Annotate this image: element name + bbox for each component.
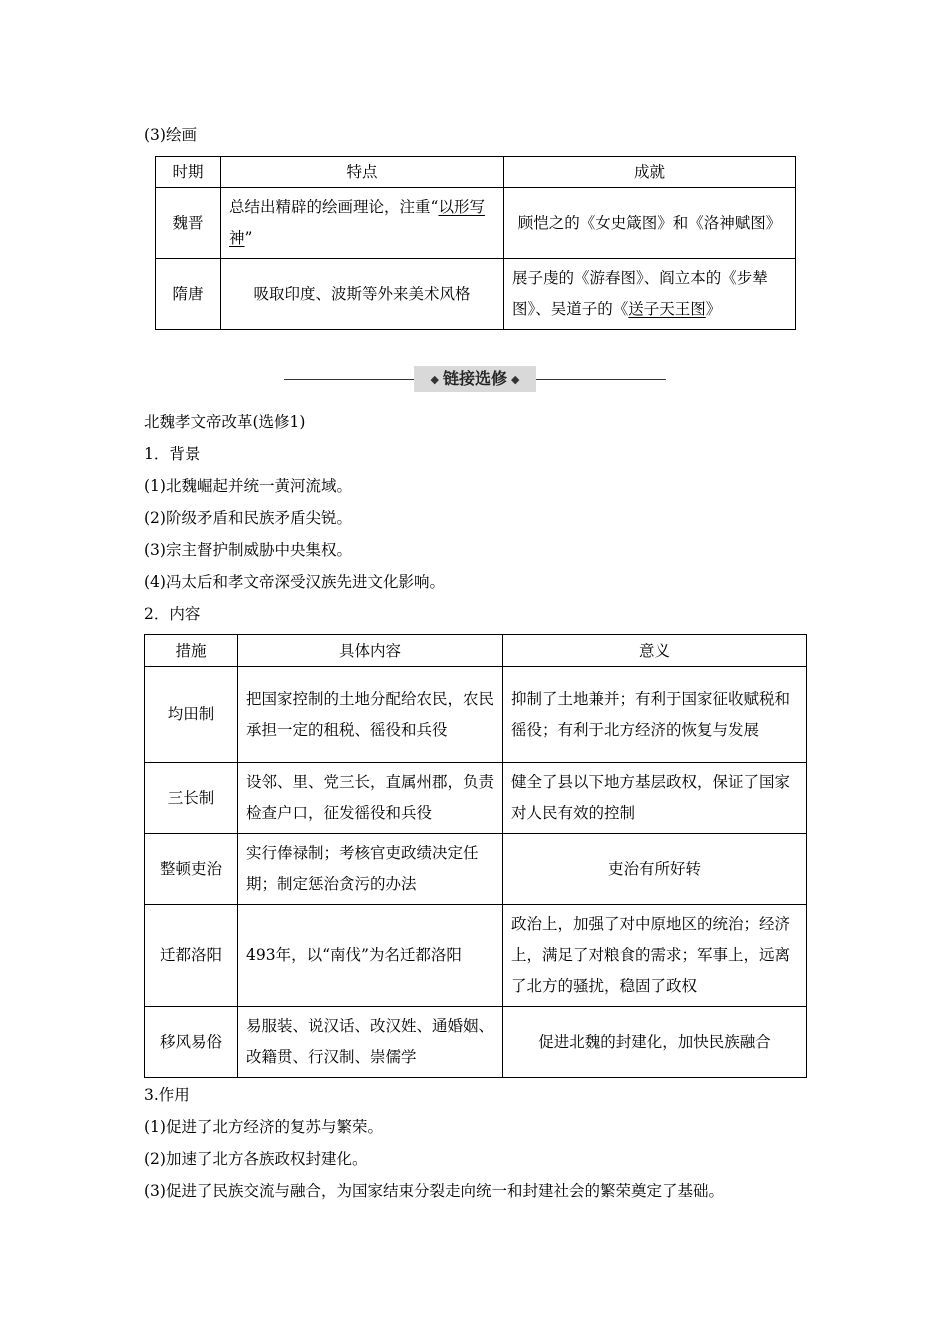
table-row — [145, 1007, 807, 1078]
content-cell: 把国家控制的土地分配给农民，农民承担一定的租税、徭役和兵役 — [238, 667, 503, 763]
underlined-term: 送子天王图 — [628, 300, 706, 318]
measure-cell: 移风易俗 — [145, 1007, 238, 1078]
measure-cell: 均田制 — [145, 667, 238, 763]
diamond-icon: ◆ — [511, 373, 520, 386]
table-row — [156, 259, 796, 330]
banner-label: 链接选修 — [442, 369, 507, 388]
effect-item: (2)加速了北方各族政权封建化。 — [144, 1150, 368, 1168]
background-item: (4)冯太后和孝文帝深受汉族先进文化影响。 — [144, 573, 445, 591]
period-cell: 隋唐 — [156, 259, 221, 330]
header-meaning: 意义 — [503, 635, 807, 667]
content-cell: 493年，以“南伐”为名迁都洛阳 — [238, 905, 503, 1007]
header-content: 具体内容 — [238, 635, 503, 667]
achievement-cell: 顾恺之的《女史箴图》和《洛神赋图》 — [504, 188, 796, 259]
effect-heading: 3.作用 — [144, 1086, 190, 1104]
table-row — [145, 905, 807, 1007]
banner-label-box — [414, 366, 536, 392]
painting-heading: (3)绘画 — [144, 126, 197, 144]
reform-content-table — [144, 634, 807, 1078]
trait-cell: 吸取印度、波斯等外来美术风格 — [221, 259, 504, 330]
table-header-row — [156, 157, 796, 188]
trait-cell: 总结出精辟的绘画理论，注重“以形写神” — [221, 188, 504, 259]
banner-rule-left — [284, 379, 414, 380]
underlined-term: 以形写神 — [229, 198, 485, 247]
reform-title: 北魏孝文帝改革(选修1) — [144, 413, 306, 431]
background-item: (3)宗主督护制威胁中央集权。 — [144, 541, 352, 559]
achievement-cell: 展子虔的《游春图》、阎立本的《步辇图》、吴道子的《送子天王图》 — [504, 259, 796, 330]
background-heading: 1．背景 — [144, 445, 201, 463]
header-achievement: 成就 — [504, 157, 796, 188]
effect-item: (1)促进了北方经济的复苏与繁荣。 — [144, 1118, 383, 1136]
table-row — [145, 834, 807, 905]
measure-cell: 整顿吏治 — [145, 834, 238, 905]
content-heading: 2．内容 — [144, 605, 201, 623]
measure-cell: 三长制 — [145, 763, 238, 834]
table-row — [145, 763, 807, 834]
diamond-icon: ◆ — [430, 373, 439, 386]
table-header-row — [145, 635, 807, 667]
measure-cell: 迁都洛阳 — [145, 905, 238, 1007]
content-cell: 实行俸禄制；考核官吏政绩决定任期；制定惩治贪污的办法 — [238, 834, 503, 905]
painting-table — [155, 156, 796, 330]
meaning-cell: 健全了县以下地方基层政权，保证了国家对人民有效的控制 — [503, 763, 807, 834]
link-elective-banner — [284, 366, 666, 392]
table-row — [145, 667, 807, 763]
header-period: 时期 — [156, 157, 221, 188]
content-cell: 易服装、说汉话、改汉姓、通婚姻、改籍贯、行汉制、崇儒学 — [238, 1007, 503, 1078]
banner-rule-right — [536, 379, 666, 380]
meaning-cell: 促进北魏的封建化，加快民族融合 — [503, 1007, 807, 1078]
meaning-cell: 抑制了土地兼并；有利于国家征收赋税和徭役；有利于北方经济的恢复与发展 — [503, 667, 807, 763]
effect-item: (3)促进了民族交流与融合，为国家结束分裂走向统一和封建社会的繁荣奠定了基础。 — [144, 1182, 724, 1200]
header-trait: 特点 — [221, 157, 504, 188]
header-measure: 措施 — [145, 635, 238, 667]
background-item: (1)北魏崛起并统一黄河流域。 — [144, 477, 352, 495]
meaning-cell: 政治上，加强了对中原地区的统治；经济上，满足了对粮食的需求；军事上，远离了北方的骚扰，稳固了政权 — [503, 905, 807, 1007]
period-cell: 魏晋 — [156, 188, 221, 259]
background-item: (2)阶级矛盾和民族矛盾尖锐。 — [144, 509, 352, 527]
content-cell: 设邻、里、党三长，直属州郡，负责检查户口，征发徭役和兵役 — [238, 763, 503, 834]
meaning-cell: 吏治有所好转 — [503, 834, 807, 905]
table-row — [156, 188, 796, 259]
